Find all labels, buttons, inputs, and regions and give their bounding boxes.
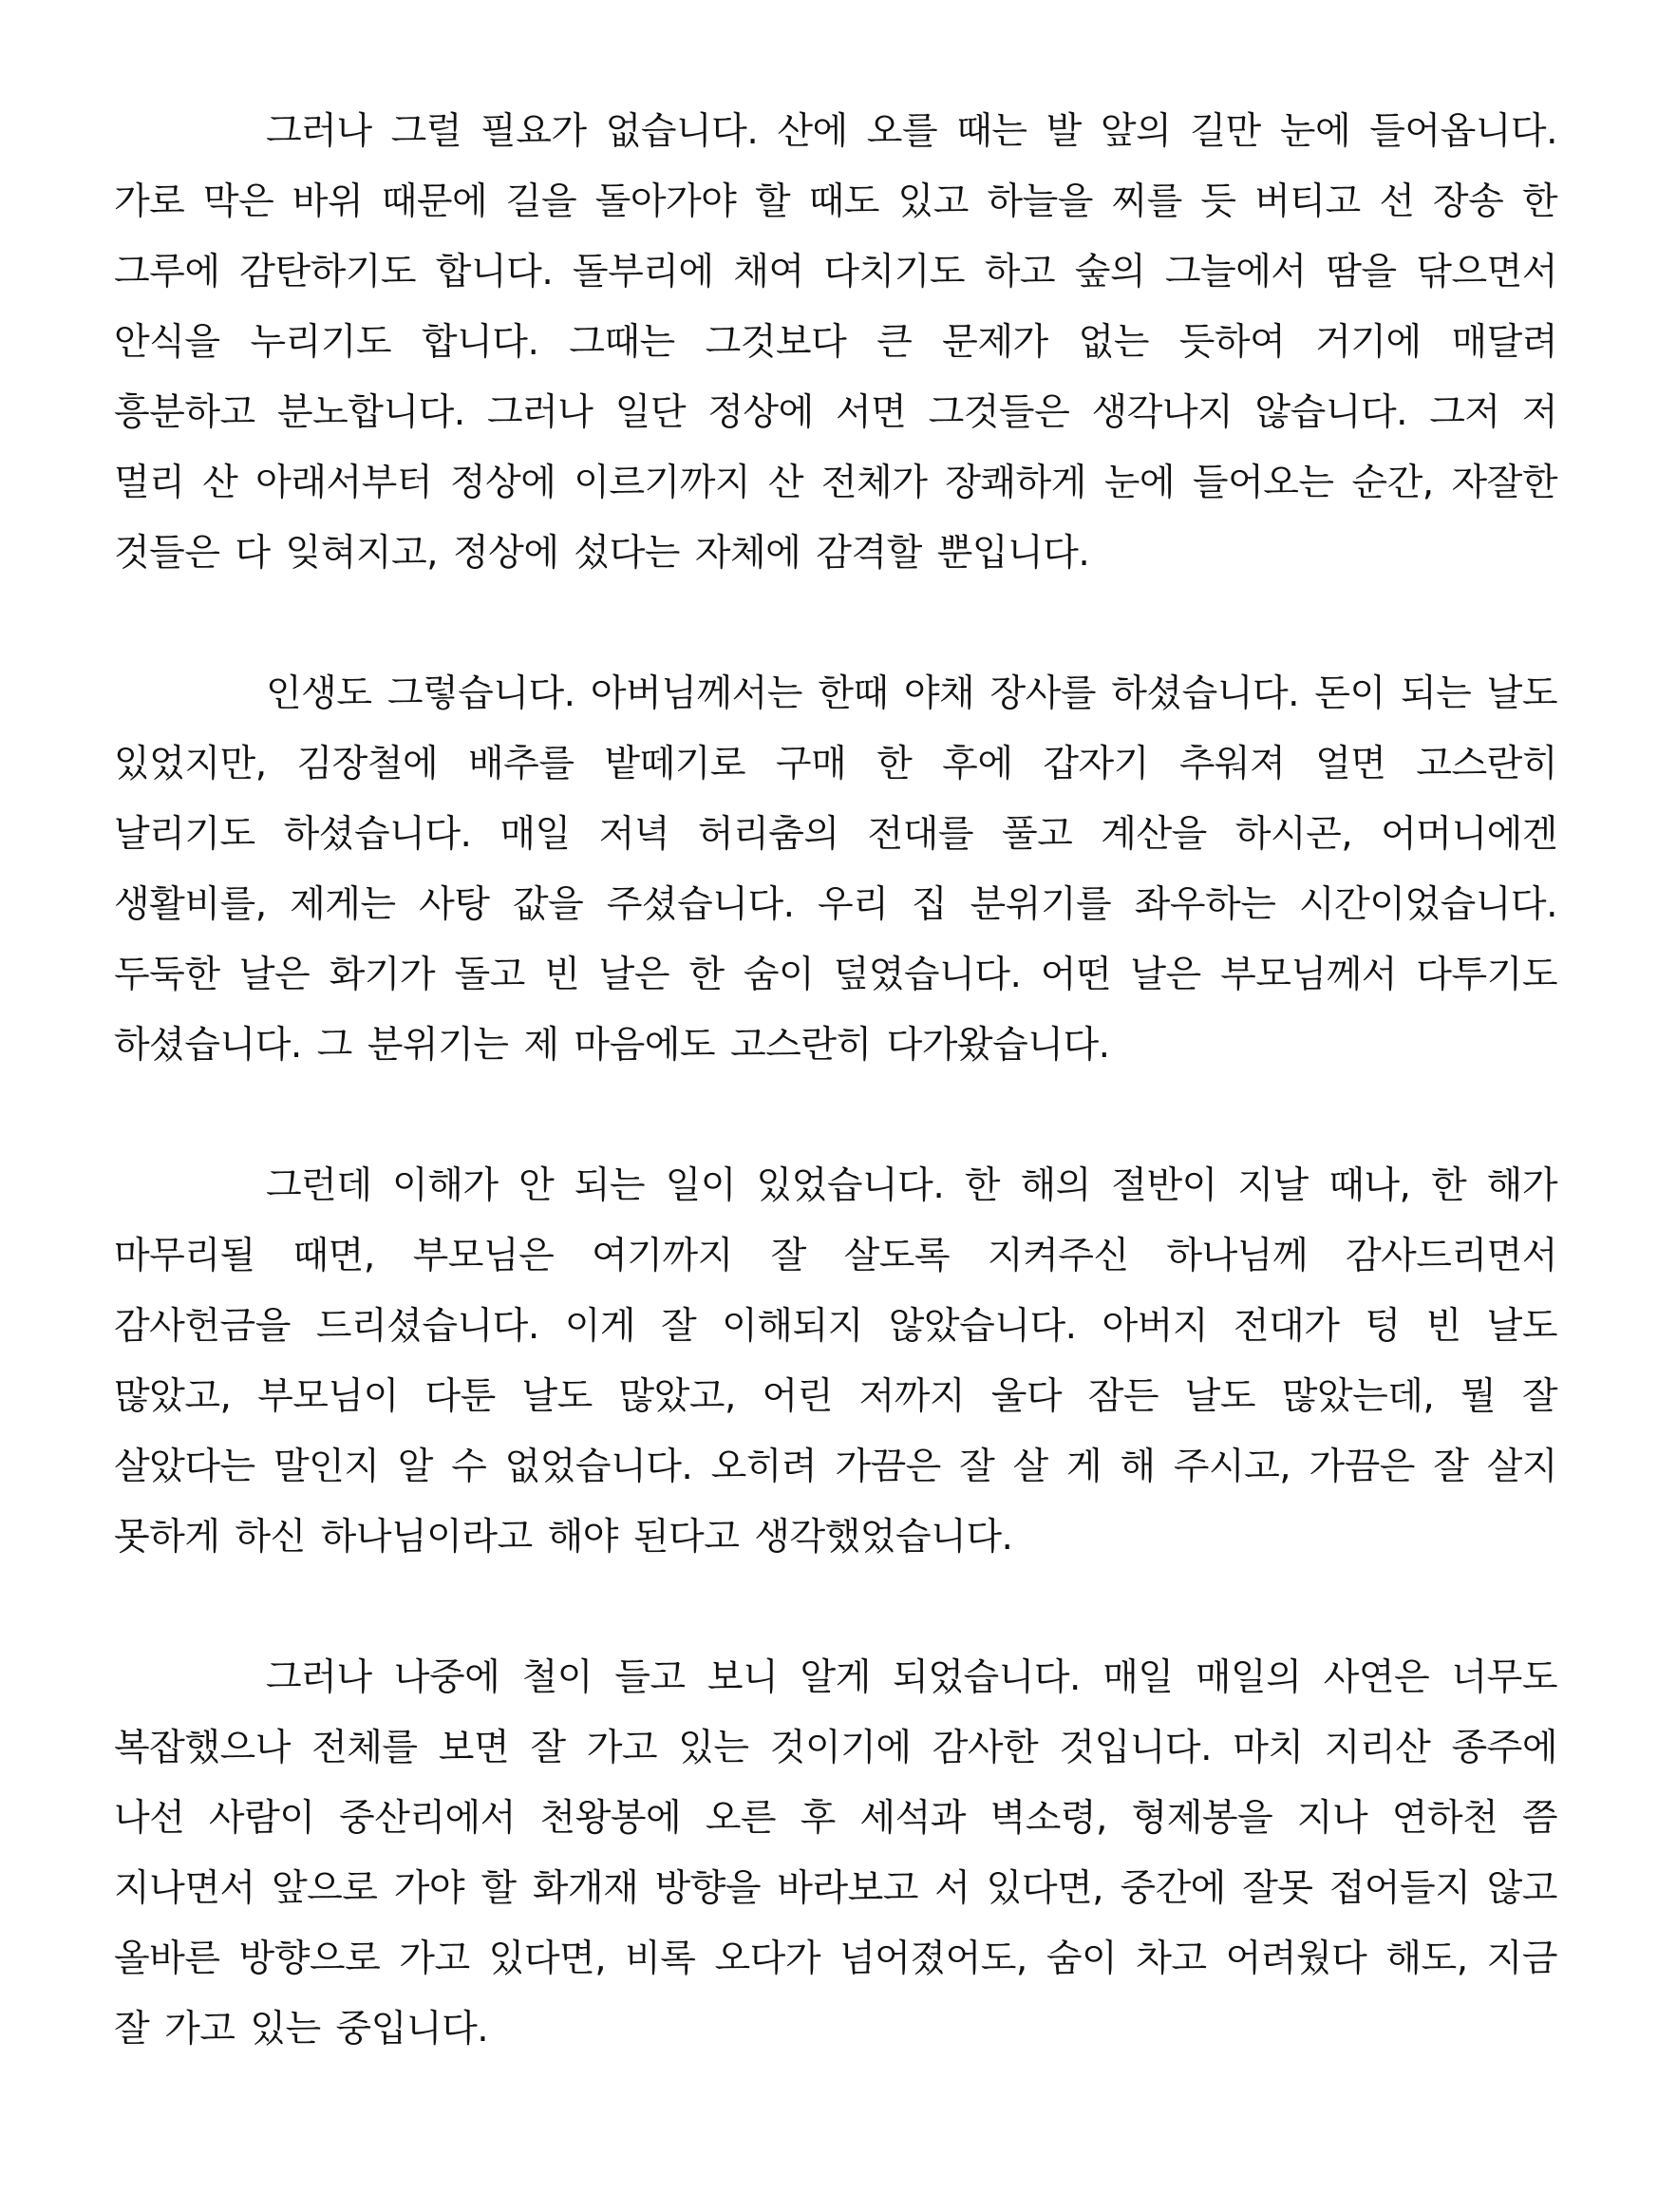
paragraph-2: 인생도 그렇습니다. 아버님께서는 한때 야채 장사를 하셨습니다. 돈이 되는 날도 있었지만, 김장철에 배추를 밭떼기로 구매 한 후에 갑자기 추워져 얼면 고스란히 날리기도 하셨습니다. 매일 저녁 허리춤의 전대를 풀고 계산을 하시곤, 어머니에겐 생활비를, 제게는 사탕 값을 주셨습니다. 우리 집 분위기를 좌우하는 시간이었습니다. 두둑한 날은 화기가 돌고 빈 날은 한 숨이 덮였습니다. 어떤 날은 부모님께서 다투기도 하셨습니다. 그 분위기는 제 마음에도 고스란히 다가왔습니다. xyxy=(114,672,1557,1067)
paragraph-1: 그러나 그럴 필요가 없습니다. 산에 오를 때는 발 앞의 길만 눈에 들어옵니다. 가로 막은 바위 때문에 길을 돌아가야 할 때도 있고 하늘을 찌를 듯 버티고 선 장송 한 그루에 감탄하기도 합니다. 돌부리에 채여 다치기도 하고 숲의 그늘에서 땀을 닦으면서 안식을 누리기도 합니다. 그때는 그것보다 큰 문제가 없는 듯하여 거기에 매달려 흥분하고 분노합니다. 그러나 일단 정상에 서면 그것들은 생각나지 않습니다. 그저 저 멀리 산 아래서부터 정상에 이르기까지 산 전체가 장쾌하게 눈에 들어오는 순간, 자잘한 것들은 다 잊혀지고, 정상에 섰다는 자체에 감격할 뿐입니다. xyxy=(114,110,1557,575)
paragraph-3: 그런데 이해가 안 되는 일이 있었습니다. 한 해의 절반이 지날 때나, 한 해가 마무리될 때면, 부모님은 여기까지 잘 살도록 지켜주신 하나님께 감사드리면서 감사헌금을 드리셨습니다. 이게 잘 이해되지 않았습니다. 아버지 전대가 텅 빈 날도 많았고, 부모님이 다툰 날도 많았고, 어린 저까지 울다 잠든 날도 많았는데, 뭘 잘 살았다는 말인지 알 수 없었습니다. 오히려 가끔은 잘 살 게 해 주시고, 가끔은 잘 살지 못하게 하신 하나님이라고 해야 된다고 생각했었습니다. xyxy=(114,1164,1557,1559)
paragraph-4: 그러나 나중에 철이 들고 보니 알게 되었습니다. 매일 매일의 사연은 너무도 복잡했으나 전체를 보면 잘 가고 있는 것이기에 감사한 것입니다. 마치 지리산 종주에 나선 사람이 중산리에서 천왕봉에 오른 후 세석과 벽소령, 형제봉을 지나 연하천 쯤 지나면서 앞으로 가야 할 화개재 방향을 바라보고 서 있다면, 중간에 잘못 접어들지 않고 올바른 방향으로 가고 있다면, 비록 오다가 넘어졌어도, 숨이 차고 어려웠다 해도, 지금 잘 가고 있는 중입니다. xyxy=(114,1656,1557,2051)
document-body xyxy=(114,97,1557,2065)
